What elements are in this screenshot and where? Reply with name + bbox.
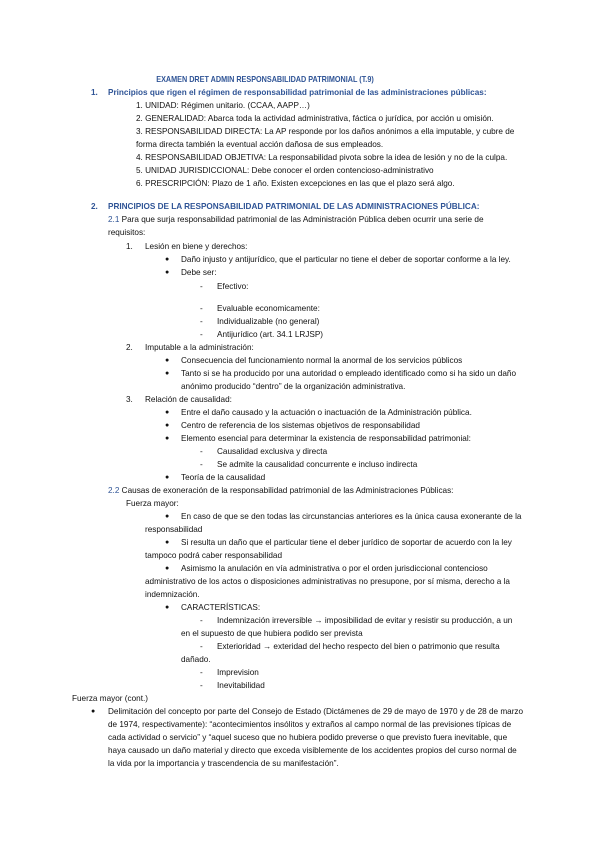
fm-bullet-2: Si resulta un daño que el particular tiene el deber jurídico de soportar de acuerdo con la ley <box>181 538 512 547</box>
section-1-number: 1. <box>91 88 98 97</box>
principle-4: 4. RESPONSABILIDAD OBJETIVA: La responsabilidad pivota sobre la idea de lesión y no de la culpa. <box>136 153 508 162</box>
req-3-bullet-4: Teoría de la causalidad <box>181 473 266 482</box>
section-2-heading: PRINCIPIOS DE LA RESPONSABILIDAD PATRIMONIAL DE LAS ADMINISTRACIONES PÚBLICA: <box>108 202 480 211</box>
dash-icon: - <box>200 642 203 651</box>
principle-1: 1. UNIDAD: Régimen unitario. (CCAA, AAPP…) <box>136 101 310 110</box>
dash-icon: - <box>200 282 203 291</box>
bullet-icon: ● <box>165 422 170 429</box>
req-1-sub-1: Efectivo: <box>217 282 249 291</box>
req-3-sub-2: Se admite la causalidad concurrente e incluso indirecta <box>217 460 418 469</box>
bullet-icon: ● <box>165 513 170 520</box>
req-1-label: Lesión en biene y derechos: <box>145 242 248 251</box>
section-2-number: 2. <box>91 202 98 211</box>
fm-bullet-3-cont: administrativo de los actos o disposiciones administrativas no presupone, por sí misma, derecho a la <box>145 577 510 586</box>
req-3-sub-1: Causalidad exclusiva y directa <box>217 447 328 456</box>
req-1-sub-4: Antijurídico (art. 34.1 LRJSP) <box>217 330 324 339</box>
continuation-heading: Fuerza mayor (cont.) <box>72 694 148 703</box>
req-1-sub-2: Evaluable economicamente: <box>217 304 320 313</box>
dash-icon: - <box>200 447 203 456</box>
bullet-icon: ● <box>165 256 170 263</box>
char-3: Imprevision <box>217 668 259 677</box>
req-2-label: Imputable a la administración: <box>145 343 254 352</box>
section-1-heading: Principios que rigen el régimen de responsabilidad patrimonial de las administraciones públicas: <box>108 88 487 97</box>
subsection-2-1: 2.1 Para que surja responsabilidad patrimonial de las Administración Pública deben ocurrir una serie de <box>108 215 484 224</box>
principle-5: 5. UNIDAD JURISDICCIONAL: Debe conocer el orden contencioso-administrativo <box>136 166 434 175</box>
dash-icon: - <box>200 616 203 625</box>
page-title: EXAMEN DRET ADMIN RESPONSABILIDAD PATRIMONIAL (T.9) <box>156 75 374 84</box>
dash-icon: - <box>200 460 203 469</box>
req-3-label: Relación de causalidad: <box>145 395 232 404</box>
fm-bullet-3-cont2: indemnización. <box>145 590 200 599</box>
principle-3-cont: forma directa también la eventual acción dañosa de sus empleados. <box>136 140 384 149</box>
req-3-bullet-3: Elemento esencial para determinar la existencia de responsabilidad patrimonial: <box>181 434 471 443</box>
req-2-number: 2. <box>126 343 133 352</box>
bullet-icon: ● <box>165 409 170 416</box>
char-2: Exterioridad → exteridad del hecho respecto del bien o patrimonio que resulta <box>217 642 500 651</box>
principle-6: 6. PRESCRIPCIÓN: Plazo de 1 año. Existen excepciones en las que el plazo será algo. <box>136 179 455 188</box>
bullet-icon: ● <box>91 708 96 715</box>
bullet-icon: ● <box>165 539 170 546</box>
bullet-icon: ● <box>165 269 170 276</box>
req-3-bullet-2: Centro de referencia de los sistemas objetivos de responsabilidad <box>181 421 420 430</box>
cont-line-2: de 1974, respectivamente): “acontecimientos insólitos y extraños al campo normal de las previsiones típicas de <box>108 720 512 729</box>
dash-icon: - <box>200 330 203 339</box>
dash-icon: - <box>200 681 203 690</box>
fm-bullet-4: CARACTERÍSTICAS: <box>181 603 261 612</box>
req-2-bullet-1: Consecuencia del funcionamiento normal la anormal de los servicios públicos <box>181 356 463 365</box>
req-2-bullet-2: Tanto si se ha producido por una autoridad o empleado identificado como si ha sido un daño <box>181 369 517 378</box>
subsection-2-2: 2.2 Causas de exoneración de la responsabilidad patrimonial de las Administraciones Públicas: <box>108 486 454 495</box>
bullet-icon: ● <box>165 604 170 611</box>
fuerza-mayor-label: Fuerza mayor: <box>126 499 179 508</box>
fm-bullet-2-cont: tampoco podrá caber responsabilidad <box>145 551 283 560</box>
cont-line-3: cada actividad o servicio” y “aquel suceso que no hubiera podido preverse o que previsto fuera inevitable, que <box>108 733 508 742</box>
char-1-cont: en el supuesto de que hubiera podido ser prevista <box>181 629 363 638</box>
dash-icon: - <box>200 668 203 677</box>
fm-bullet-1-cont: responsabilidad <box>145 525 203 534</box>
bullet-icon: ● <box>165 435 170 442</box>
principle-2: 2. GENERALIDAD: Abarca toda la actividad administrativa, fáctica o jurídica, por acción u omisión. <box>136 114 494 123</box>
req-1-bullet-2: Debe ser: <box>181 268 217 277</box>
req-1-bullet-1: Daño injusto y antijurídico, que el particular no tiene el deber de soportar conforme a la ley. <box>181 255 511 264</box>
bullet-icon: ● <box>165 357 170 364</box>
req-1-number: 1. <box>126 242 133 251</box>
char-2-cont: dañado. <box>181 655 211 664</box>
req-3-bullet-1: Entre el daño causado y la actuación o inactuación de la Administración pública. <box>181 408 472 417</box>
fm-bullet-3: Asimismo la anulación en vía administrativa o por el orden jurisdiccional contencioso <box>181 564 488 573</box>
bullet-icon: ● <box>165 565 170 572</box>
cont-line-1: Delimitación del concepto por parte del Consejo de Estado (Dictámenes de 29 de mayo de 1970 y de 28 de marzo <box>108 707 524 716</box>
dash-icon: - <box>200 317 203 326</box>
principle-3: 3. RESPONSABILIDAD DIRECTA: La AP responde por los daños anónimos a ella imputable, y cubre de <box>136 127 515 136</box>
bullet-icon: ● <box>165 474 170 481</box>
req-1-sub-3: Individualizable (no general) <box>217 317 320 326</box>
fm-bullet-1: En caso de que se den todas las circunstancias anteriores es la única causa exonerante de la <box>181 512 522 521</box>
char-1: Indemnización irreversible → imposibilidad de evitar y resistir su producción, a un <box>217 616 513 625</box>
req-3-number: 3. <box>126 395 133 404</box>
bullet-icon: ● <box>165 370 170 377</box>
cont-line-5: la vida por la importancia y trascendencia de su manifestación”. <box>108 759 339 768</box>
req-2-bullet-2-cont: anónimo producido “dentro” de la organización administrativa. <box>181 382 406 391</box>
dash-icon: - <box>200 304 203 313</box>
cont-line-4: haya causado un daño material y directo que exceda visiblemente de los accidentes propios del curso normal de <box>108 746 517 755</box>
subsection-2-1-cont: requisitos: <box>108 228 146 237</box>
char-4: Inevitabilidad <box>217 681 265 690</box>
